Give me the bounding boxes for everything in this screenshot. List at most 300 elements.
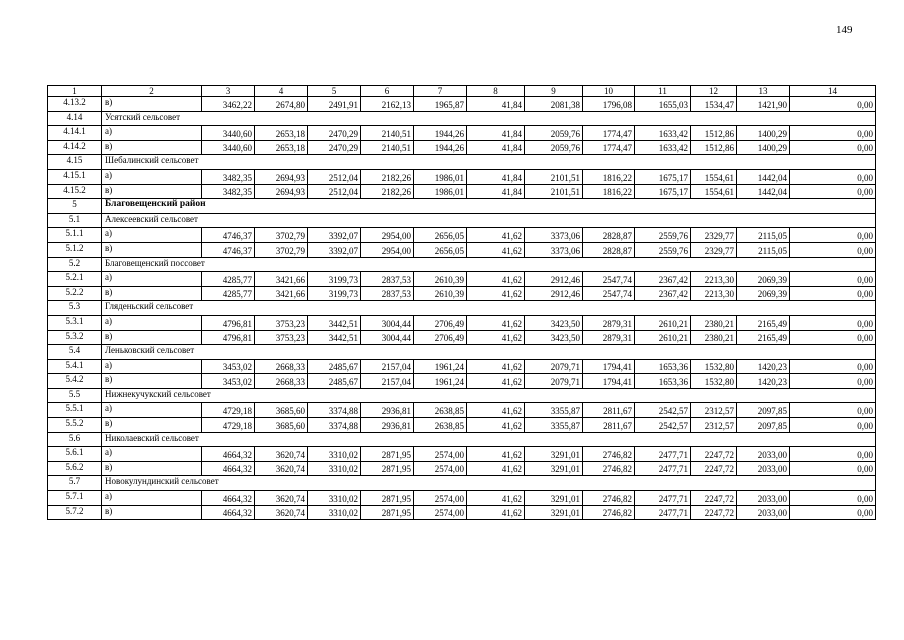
- row-code: 5.7.1: [48, 491, 102, 506]
- value-cell: 4729,18: [202, 403, 255, 418]
- section-row: [48, 257, 876, 272]
- value-cell: 2033,00: [737, 491, 790, 506]
- table-row: [48, 491, 876, 506]
- value-cell: 2097,85: [737, 403, 790, 418]
- value-cell: 41,84: [467, 184, 525, 199]
- value-cell: 3310,02: [308, 461, 361, 476]
- row-code: 5.1.1: [48, 228, 102, 243]
- column-number: 13: [737, 86, 790, 97]
- value-cell: 2367,42: [635, 272, 691, 287]
- row-code: 5.1.2: [48, 242, 102, 257]
- value-cell: 2879,31: [583, 315, 635, 330]
- table-row: [48, 242, 876, 257]
- value-cell: 1633,42: [635, 140, 691, 155]
- row-code: 5.3.1: [48, 315, 102, 330]
- value-cell: 41,84: [467, 169, 525, 184]
- value-cell: 0,00: [790, 403, 876, 418]
- value-cell: 1816,22: [583, 169, 635, 184]
- value-cell: 1986,01: [414, 169, 467, 184]
- value-cell: 3453,02: [202, 359, 255, 374]
- row-label: а): [102, 126, 202, 141]
- value-cell: 2477,71: [635, 447, 691, 462]
- value-cell: 3421,66: [255, 272, 308, 287]
- value-cell: 41,62: [467, 447, 525, 462]
- value-cell: 2610,39: [414, 272, 467, 287]
- value-cell: 3620,74: [255, 505, 308, 520]
- row-code: 4.14: [48, 111, 102, 126]
- value-cell: 2162,13: [361, 97, 414, 112]
- value-cell: 2165,49: [737, 330, 790, 345]
- value-cell: 3291,01: [525, 491, 583, 506]
- value-cell: 2247,72: [691, 447, 737, 462]
- value-cell: 41,84: [467, 140, 525, 155]
- value-cell: 2165,49: [737, 315, 790, 330]
- section-row: [48, 155, 876, 170]
- column-number: 4: [255, 86, 308, 97]
- value-cell: 2485,67: [308, 359, 361, 374]
- value-cell: 2312,57: [691, 418, 737, 433]
- value-cell: 0,00: [790, 242, 876, 257]
- table-row: [48, 140, 876, 155]
- section-row: [48, 301, 876, 316]
- value-cell: 41,62: [467, 228, 525, 243]
- value-cell: 2746,82: [583, 505, 635, 520]
- row-label: в): [102, 330, 202, 345]
- table-row: [48, 418, 876, 433]
- value-cell: 3355,87: [525, 418, 583, 433]
- value-cell: 2746,82: [583, 461, 635, 476]
- row-code: 5.5: [48, 388, 102, 403]
- value-cell: 2477,71: [635, 491, 691, 506]
- column-number: 5: [308, 86, 361, 97]
- row-code: 4.15.1: [48, 169, 102, 184]
- value-cell: 2879,31: [583, 330, 635, 345]
- value-cell: 4664,32: [202, 461, 255, 476]
- value-cell: 2033,00: [737, 447, 790, 462]
- value-cell: 1532,80: [691, 359, 737, 374]
- value-cell: 3291,01: [525, 461, 583, 476]
- value-cell: 2954,00: [361, 228, 414, 243]
- value-cell: 2828,87: [583, 242, 635, 257]
- value-cell: 0,00: [790, 286, 876, 301]
- row-code: 5.5.2: [48, 418, 102, 433]
- value-cell: 2547,74: [583, 272, 635, 287]
- value-cell: 1554,61: [691, 184, 737, 199]
- value-cell: 41,62: [467, 461, 525, 476]
- value-cell: 41,62: [467, 330, 525, 345]
- value-cell: 41,62: [467, 505, 525, 520]
- value-cell: 2936,81: [361, 418, 414, 433]
- value-cell: 2182,26: [361, 169, 414, 184]
- value-cell: 4664,32: [202, 505, 255, 520]
- column-number: 7: [414, 86, 467, 97]
- value-cell: 2477,71: [635, 461, 691, 476]
- value-cell: 1675,17: [635, 184, 691, 199]
- page-number: 149: [836, 24, 853, 36]
- value-cell: 2069,39: [737, 286, 790, 301]
- section-row: [48, 345, 876, 360]
- value-cell: 2097,85: [737, 418, 790, 433]
- value-cell: 3753,23: [255, 330, 308, 345]
- value-cell: 2871,95: [361, 505, 414, 520]
- row-code: 5.2.2: [48, 286, 102, 301]
- value-cell: 3373,06: [525, 242, 583, 257]
- row-code: 5.2: [48, 257, 102, 272]
- value-cell: 3310,02: [308, 505, 361, 520]
- value-cell: 3423,50: [525, 315, 583, 330]
- value-cell: 3373,06: [525, 228, 583, 243]
- value-cell: 3482,35: [202, 184, 255, 199]
- value-cell: 2247,72: [691, 505, 737, 520]
- value-cell: 3392,07: [308, 242, 361, 257]
- table-row: [48, 505, 876, 520]
- section-title: Гляденьский сельсовет: [102, 301, 876, 316]
- value-cell: 2470,29: [308, 126, 361, 141]
- value-cell: 2115,05: [737, 228, 790, 243]
- column-number: 3: [202, 86, 255, 97]
- value-cell: 2140,51: [361, 126, 414, 141]
- value-cell: 41,62: [467, 403, 525, 418]
- value-cell: 3421,66: [255, 286, 308, 301]
- value-cell: 0,00: [790, 491, 876, 506]
- value-cell: 1944,26: [414, 126, 467, 141]
- value-cell: 2380,21: [691, 330, 737, 345]
- value-cell: 3291,01: [525, 447, 583, 462]
- value-cell: 3374,88: [308, 418, 361, 433]
- value-cell: 3199,73: [308, 272, 361, 287]
- value-cell: 1816,22: [583, 184, 635, 199]
- value-cell: 2871,95: [361, 491, 414, 506]
- row-label: в): [102, 140, 202, 155]
- row-code: 5.6.1: [48, 447, 102, 462]
- row-code: 5.4.2: [48, 374, 102, 389]
- row-code: 5.7.2: [48, 505, 102, 520]
- table-row: [48, 286, 876, 301]
- value-cell: 3310,02: [308, 491, 361, 506]
- value-cell: 2079,71: [525, 374, 583, 389]
- value-cell: 2157,04: [361, 359, 414, 374]
- value-cell: 2811,67: [583, 403, 635, 418]
- column-number: 1: [48, 86, 102, 97]
- value-cell: 3374,88: [308, 403, 361, 418]
- value-cell: 41,84: [467, 126, 525, 141]
- value-cell: 1534,47: [691, 97, 737, 112]
- section-title: Алексеевский сельсовет: [102, 213, 876, 228]
- row-label: а): [102, 169, 202, 184]
- value-cell: 41,62: [467, 374, 525, 389]
- section-row: [48, 432, 876, 447]
- row-label: в): [102, 374, 202, 389]
- table-row: [48, 461, 876, 476]
- table-row: [48, 272, 876, 287]
- value-cell: 2157,04: [361, 374, 414, 389]
- table-row: [48, 315, 876, 330]
- value-cell: 2694,93: [255, 184, 308, 199]
- value-cell: 2069,39: [737, 272, 790, 287]
- value-cell: 3291,01: [525, 505, 583, 520]
- table-row: [48, 97, 876, 112]
- value-cell: 0,00: [790, 418, 876, 433]
- column-number: 2: [102, 86, 202, 97]
- value-cell: 3004,44: [361, 330, 414, 345]
- value-cell: 3620,74: [255, 447, 308, 462]
- value-cell: 2329,77: [691, 228, 737, 243]
- value-cell: 0,00: [790, 461, 876, 476]
- table-row: [48, 374, 876, 389]
- value-cell: 2367,42: [635, 286, 691, 301]
- value-cell: 0,00: [790, 140, 876, 155]
- value-cell: 2079,71: [525, 359, 583, 374]
- value-cell: 41,62: [467, 286, 525, 301]
- row-code: 5: [48, 199, 102, 214]
- value-cell: 2936,81: [361, 403, 414, 418]
- value-cell: 2912,46: [525, 286, 583, 301]
- value-cell: 3685,60: [255, 418, 308, 433]
- row-label: а): [102, 228, 202, 243]
- value-cell: 0,00: [790, 97, 876, 112]
- value-cell: 2512,04: [308, 184, 361, 199]
- column-number: 14: [790, 86, 876, 97]
- row-label: а): [102, 272, 202, 287]
- section-row: [48, 199, 876, 214]
- value-cell: 4729,18: [202, 418, 255, 433]
- section-row: [48, 213, 876, 228]
- value-cell: 2380,21: [691, 315, 737, 330]
- value-cell: 3355,87: [525, 403, 583, 418]
- value-cell: 4285,77: [202, 286, 255, 301]
- row-code: 5.3.2: [48, 330, 102, 345]
- value-cell: 3620,74: [255, 461, 308, 476]
- value-cell: 2512,04: [308, 169, 361, 184]
- value-cell: 1986,01: [414, 184, 467, 199]
- value-cell: 1961,24: [414, 374, 467, 389]
- row-label: а): [102, 491, 202, 506]
- value-cell: 2706,49: [414, 315, 467, 330]
- value-cell: 3442,51: [308, 330, 361, 345]
- value-cell: 3453,02: [202, 374, 255, 389]
- row-label: в): [102, 286, 202, 301]
- table-row: [48, 228, 876, 243]
- value-cell: 41,62: [467, 272, 525, 287]
- value-cell: 1653,36: [635, 374, 691, 389]
- value-cell: 3310,02: [308, 447, 361, 462]
- value-cell: 2574,00: [414, 491, 467, 506]
- value-cell: 1400,29: [737, 126, 790, 141]
- value-cell: 1653,36: [635, 359, 691, 374]
- section-title: Усятский сельсовет: [102, 111, 876, 126]
- value-cell: 41,62: [467, 491, 525, 506]
- value-cell: 2213,30: [691, 286, 737, 301]
- column-number: 9: [525, 86, 583, 97]
- value-cell: 3620,74: [255, 491, 308, 506]
- row-label: в): [102, 418, 202, 433]
- row-label: в): [102, 184, 202, 199]
- row-code: 5.5.1: [48, 403, 102, 418]
- row-label: в): [102, 461, 202, 476]
- value-cell: 1794,41: [583, 374, 635, 389]
- value-cell: 1442,04: [737, 184, 790, 199]
- value-cell: 2182,26: [361, 184, 414, 199]
- row-code: 5.7: [48, 476, 102, 491]
- value-cell: 3423,50: [525, 330, 583, 345]
- value-cell: 2033,00: [737, 505, 790, 520]
- value-cell: 1796,08: [583, 97, 635, 112]
- row-code: 4.15.2: [48, 184, 102, 199]
- value-cell: 1774,47: [583, 126, 635, 141]
- value-cell: 2059,76: [525, 126, 583, 141]
- value-cell: 4746,37: [202, 242, 255, 257]
- value-cell: 4746,37: [202, 228, 255, 243]
- table-row: [48, 447, 876, 462]
- value-cell: 1675,17: [635, 169, 691, 184]
- value-cell: 2653,18: [255, 126, 308, 141]
- value-cell: 2574,00: [414, 447, 467, 462]
- column-number: 6: [361, 86, 414, 97]
- value-cell: 0,00: [790, 272, 876, 287]
- column-number: 12: [691, 86, 737, 97]
- value-cell: 0,00: [790, 184, 876, 199]
- value-cell: 2871,95: [361, 447, 414, 462]
- value-cell: 1961,24: [414, 359, 467, 374]
- row-code: 5.1: [48, 213, 102, 228]
- value-cell: 1400,29: [737, 140, 790, 155]
- value-cell: 2559,76: [635, 242, 691, 257]
- value-cell: 2653,18: [255, 140, 308, 155]
- value-cell: 1421,90: [737, 97, 790, 112]
- value-cell: 2811,67: [583, 418, 635, 433]
- value-cell: 2656,05: [414, 242, 467, 257]
- value-cell: 4664,32: [202, 491, 255, 506]
- value-cell: 2638,85: [414, 403, 467, 418]
- section-title: Благовещенский поссовет: [102, 257, 876, 272]
- value-cell: 2828,87: [583, 228, 635, 243]
- row-code: 4.14.2: [48, 140, 102, 155]
- table-row: [48, 169, 876, 184]
- value-cell: 2668,33: [255, 359, 308, 374]
- value-cell: 1512,86: [691, 126, 737, 141]
- row-code: 5.2.1: [48, 272, 102, 287]
- value-cell: 41,62: [467, 359, 525, 374]
- row-code: 5.4.1: [48, 359, 102, 374]
- value-cell: 2746,82: [583, 491, 635, 506]
- value-cell: 1965,87: [414, 97, 467, 112]
- value-cell: 0,00: [790, 374, 876, 389]
- table-row: [48, 359, 876, 374]
- value-cell: 2547,74: [583, 286, 635, 301]
- value-cell: 1532,80: [691, 374, 737, 389]
- value-cell: 2574,00: [414, 461, 467, 476]
- table-row: [48, 330, 876, 345]
- value-cell: 41,62: [467, 242, 525, 257]
- section-row: [48, 476, 876, 491]
- value-cell: 3702,79: [255, 242, 308, 257]
- value-cell: 2470,29: [308, 140, 361, 155]
- value-cell: 4796,81: [202, 330, 255, 345]
- value-cell: 4796,81: [202, 315, 255, 330]
- value-cell: 3753,23: [255, 315, 308, 330]
- section-title: Благовещенский район: [102, 199, 876, 214]
- value-cell: 2140,51: [361, 140, 414, 155]
- value-cell: 3702,79: [255, 228, 308, 243]
- value-cell: 1655,03: [635, 97, 691, 112]
- section-title: Нижнекучукский сельсовет: [102, 388, 876, 403]
- column-number: 10: [583, 86, 635, 97]
- value-cell: 2101,51: [525, 169, 583, 184]
- value-cell: 1774,47: [583, 140, 635, 155]
- table-row: [48, 126, 876, 141]
- section-title: Новокулундинский сельсовет: [102, 476, 876, 491]
- value-cell: 2559,76: [635, 228, 691, 243]
- value-cell: 1442,04: [737, 169, 790, 184]
- value-cell: 2081,38: [525, 97, 583, 112]
- value-cell: 4664,32: [202, 447, 255, 462]
- value-cell: 1420,23: [737, 374, 790, 389]
- value-cell: 2610,39: [414, 286, 467, 301]
- section-title: Николаевский сельсовет: [102, 432, 876, 447]
- value-cell: 2912,46: [525, 272, 583, 287]
- value-cell: 2837,53: [361, 286, 414, 301]
- value-cell: 0,00: [790, 330, 876, 345]
- row-code: 4.13.2: [48, 97, 102, 112]
- value-cell: 2477,71: [635, 505, 691, 520]
- value-cell: 1633,42: [635, 126, 691, 141]
- value-cell: 2610,21: [635, 315, 691, 330]
- value-cell: 2329,77: [691, 242, 737, 257]
- row-label: а): [102, 315, 202, 330]
- row-code: 4.14.1: [48, 126, 102, 141]
- row-label: в): [102, 97, 202, 112]
- section-title: Шебалинский сельсовет: [102, 155, 876, 170]
- value-cell: 2668,33: [255, 374, 308, 389]
- value-cell: 2101,51: [525, 184, 583, 199]
- value-cell: 2312,57: [691, 403, 737, 418]
- value-cell: 41,84: [467, 97, 525, 112]
- row-code: 5.6: [48, 432, 102, 447]
- value-cell: 2213,30: [691, 272, 737, 287]
- value-cell: 2954,00: [361, 242, 414, 257]
- value-cell: 1554,61: [691, 169, 737, 184]
- value-cell: 2491,91: [308, 97, 361, 112]
- value-cell: 2247,72: [691, 491, 737, 506]
- section-row: [48, 388, 876, 403]
- value-cell: 3199,73: [308, 286, 361, 301]
- value-cell: 0,00: [790, 359, 876, 374]
- value-cell: 1794,41: [583, 359, 635, 374]
- row-code: 5.6.2: [48, 461, 102, 476]
- value-cell: 2871,95: [361, 461, 414, 476]
- column-number: 8: [467, 86, 525, 97]
- table-row: [48, 403, 876, 418]
- row-code: 4.15: [48, 155, 102, 170]
- section-title: Леньковский сельсовет: [102, 345, 876, 360]
- value-cell: 1512,86: [691, 140, 737, 155]
- value-cell: 2247,72: [691, 461, 737, 476]
- value-cell: 0,00: [790, 169, 876, 184]
- value-cell: 0,00: [790, 228, 876, 243]
- row-code: 5.3: [48, 301, 102, 316]
- value-cell: 41,62: [467, 418, 525, 433]
- value-cell: 0,00: [790, 447, 876, 462]
- value-cell: 4285,77: [202, 272, 255, 287]
- value-cell: 3442,51: [308, 315, 361, 330]
- value-cell: 3685,60: [255, 403, 308, 418]
- value-cell: 3440,60: [202, 126, 255, 141]
- row-code: 5.4: [48, 345, 102, 360]
- value-cell: 2574,00: [414, 505, 467, 520]
- value-cell: 2837,53: [361, 272, 414, 287]
- value-cell: 2115,05: [737, 242, 790, 257]
- value-cell: 2542,57: [635, 403, 691, 418]
